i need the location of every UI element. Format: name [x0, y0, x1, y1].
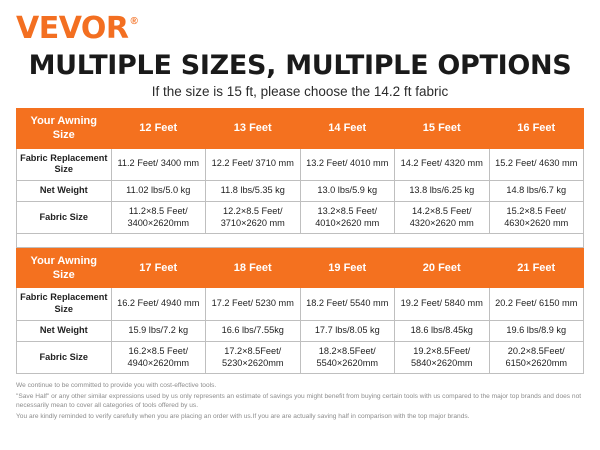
spec-table-sizes-12-16 [16, 108, 584, 248]
table-row [17, 201, 584, 234]
brand-logo [16, 11, 584, 46]
row-label: Net Weight [17, 181, 112, 202]
table-header-row [17, 109, 584, 148]
column-header: 21 Feet [489, 249, 584, 288]
table-row [17, 288, 584, 321]
table-spacer [17, 234, 584, 248]
table-cell: 14.2×8.5 Feet/ 4320×2620 mm [395, 201, 490, 234]
table-cell: 20.2 Feet/ 6150 mm [489, 288, 584, 321]
table-cell: 16.2×8.5 Feet/ 4940×2620mm [111, 341, 206, 374]
table-cell: 18.2 Feet/ 5540 mm [300, 288, 395, 321]
column-header: 15 Feet [395, 109, 490, 148]
table-cell: 18.6 lbs/8.45kg [395, 321, 490, 342]
column-header: 14 Feet [300, 109, 395, 148]
table-cell: 16.6 lbs/7.55kg [206, 321, 301, 342]
table-cell: 13.0 lbs/5.9 kg [300, 181, 395, 202]
page-title: MULTIPLE SIZES, MULTIPLE OPTIONS [28, 50, 572, 81]
column-header: 18 Feet [206, 249, 301, 288]
column-header: Your Awning Size [17, 249, 112, 288]
column-header: 16 Feet [489, 109, 584, 148]
legal-disclaimer [16, 381, 584, 422]
table-row [17, 341, 584, 374]
column-header: 13 Feet [206, 109, 301, 148]
table-cell: 19.2 Feet/ 5840 mm [395, 288, 490, 321]
row-label: Fabric Size [17, 341, 112, 374]
row-label: Fabric Replacement Size [17, 288, 112, 321]
table-cell: 17.7 lbs/8.05 kg [300, 321, 395, 342]
table-cell: 13.8 lbs/6.25 kg [395, 181, 490, 202]
table-row [17, 181, 584, 202]
table-cell: 13.2 Feet/ 4010 mm [300, 148, 395, 181]
table-cell: 19.2×8.5Feet/ 5840×2620mm [395, 341, 490, 374]
column-header: 19 Feet [300, 249, 395, 288]
table-cell: 13.2×8.5 Feet/ 4010×2620 mm [300, 201, 395, 234]
table-cell: 11.02 lbs/5.0 kg [111, 181, 206, 202]
spec-table-sizes-17-21 [16, 248, 584, 374]
disclaimer-line-3: You are kindly reminded to verify carefully when you are placing an order with us.If you are are actually saving half in comparison with the top major brands. [16, 412, 470, 420]
column-header: Your Awning Size [17, 109, 112, 148]
table-cell: 15.2×8.5 Feet/ 4630×2620 mm [489, 201, 584, 234]
disclaimer-line-1: We continue to be committed to provide you with cost-effective tools. [16, 382, 217, 390]
table-row [17, 321, 584, 342]
table-cell: 11.8 lbs/5.35 kg [206, 181, 301, 202]
table-cell: 15.2 Feet/ 4630 mm [489, 148, 584, 181]
registered-trademark-icon: ® [130, 16, 138, 27]
table-cell: 18.2×8.5Feet/ 5540×2620mm [300, 341, 395, 374]
table-cell: 17.2×8.5Feet/ 5230×2620mm [206, 341, 301, 374]
table-cell: 16.2 Feet/ 4940 mm [111, 288, 206, 321]
row-label: Fabric Replacement Size [17, 148, 112, 181]
table-cell: 14.8 lbs/6.7 kg [489, 181, 584, 202]
table-cell: 15.9 lbs/7.2 kg [111, 321, 206, 342]
table-cell: 12.2×8.5 Feet/ 3710×2620 mm [206, 201, 301, 234]
brand-name: VEVOR [16, 11, 129, 46]
table-cell: 11.2×8.5 Feet/ 3400×2620mm [111, 201, 206, 234]
row-label: Fabric Size [17, 201, 112, 234]
table-cell: 12.2 Feet/ 3710 mm [206, 148, 301, 181]
table-cell: 19.6 lbs/8.9 kg [489, 321, 584, 342]
column-header: 12 Feet [111, 109, 206, 148]
table-row [17, 148, 584, 181]
disclaimer-line-2: "Save Half" or any other similar expressions used by us only represents an estimate of savings you might benefit from buying certain tools with us compared to the major top brands and does not necessarily mean to cover all categories of tools offered by us. [16, 392, 582, 410]
column-header: 20 Feet [395, 249, 490, 288]
table-header-row [17, 249, 584, 288]
table-cell: 14.2 Feet/ 4320 mm [395, 148, 490, 181]
table-cell: 11.2 Feet/ 3400 mm [111, 148, 206, 181]
table-cell: 20.2×8.5Feet/ 6150×2620mm [489, 341, 584, 374]
column-header: 17 Feet [111, 249, 206, 288]
table-cell: 17.2 Feet/ 5230 mm [206, 288, 301, 321]
row-label: Net Weight [17, 321, 112, 342]
page-subtitle: If the size is 15 ft, please choose the 14.2 ft fabric [151, 84, 449, 100]
